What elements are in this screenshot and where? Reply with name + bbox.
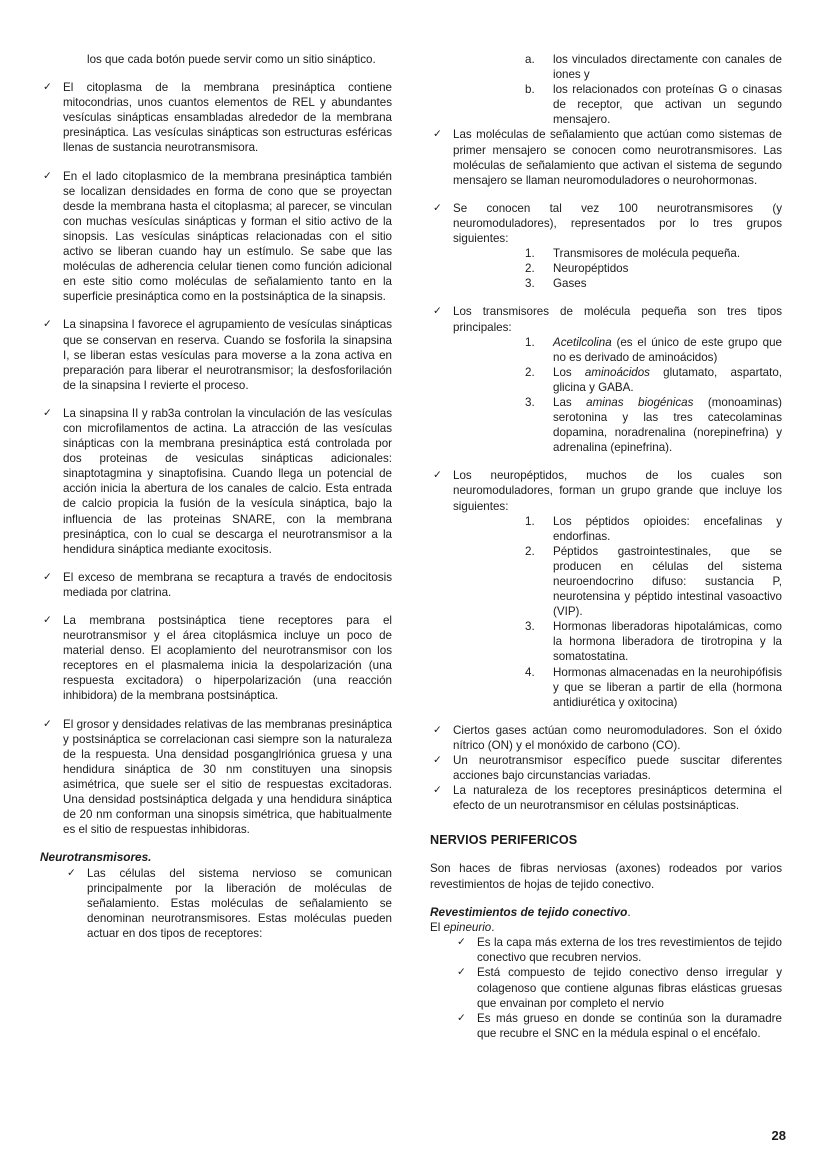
bullet-text: Se conocen tal vez 100 neurotransmisores (y neuromoduladores), representados por lo tres grupos siguientes:: [453, 201, 782, 246]
right-column: [430, 52, 782, 1041]
list-item-text: [553, 395, 782, 455]
list-marker: 2.: [525, 544, 535, 558]
checkmark-icon: ✓: [43, 570, 52, 583]
list-item-rest: (monoaminas) serotonina y las tres catecolaminas dopamina, noradrenalina (norepinefrina) y adrenalina (epinefrina).: [553, 395, 782, 455]
section-heading-nervios-perifericos: NERVIOS PERIFERICOS: [430, 833, 578, 848]
bullet-text: Un neurotransmisor específico puede suscitar diferentes acciones bajo circunstancias variadas.: [453, 754, 782, 783]
checkmark-icon: ✓: [457, 1011, 466, 1024]
list-item-text: Transmisores de molécula pequeña.: [553, 247, 741, 261]
bullet-neuropeptidos: [430, 468, 782, 513]
bullet-text: Está compuesto de tejido conectivo denso irregular y colagenoso que contiene algunas fibras elásticas gruesas que envainan por completo el nervio: [477, 966, 782, 1010]
bullet-epineurio-compuesto: [430, 965, 782, 1010]
list-item-text: Hormonas almacenadas en la neurohipófisis y que se liberan a partir de ella (hormona antidiurética y oxitocina): [553, 665, 782, 709]
bullet-neurotransmisor-especifico: [430, 753, 782, 783]
list-item-rest: glutamato, aspartato, glicina y GABA.: [553, 365, 783, 394]
checkmark-icon: ✓: [433, 201, 442, 214]
bullet-text: La sinapsina I favorece el agrupamiento de vesículas sinápticas que se conservan en reserva. Cuando se fosforila la sinapsina I, se liberan estas vesículas para moverse a la zona activa en preparación para liberar el neurotransmisor; la desfosforilación de la sinapsina I revierte el proceso.: [63, 318, 392, 392]
bullet-epineurio-capa-externa: [430, 935, 782, 965]
bullet-grosor-densidades: [40, 717, 392, 838]
checkmark-icon: ✓: [433, 723, 442, 736]
checkmark-icon: ✓: [43, 614, 52, 626]
checkmark-icon: ✓: [433, 305, 442, 318]
epineurio-lead: El: [430, 921, 444, 935]
italic-term: Acetilcolina: [553, 335, 612, 349]
continued-paragraph: los que cada botón puede servir como un sitio sináptico.: [87, 53, 376, 66]
epineurio-period: .: [491, 921, 495, 935]
list-marker: 3.: [525, 395, 535, 409]
checkmark-icon: ✓: [43, 717, 52, 730]
bullet-text: La naturaleza de los receptores presinápticos determina el efecto de un neurotransmisor en células postsinápticas.: [453, 784, 782, 813]
bullet-text: En el lado citoplasmico de la membrana presináptica también se localizan densidades en forma de cono que se proyectan desde la membrana hasta el citoplasma; al parecer, se vinculan con muchas vesículas sinápticas y forman el sitio activo de la sinopsis. Las vesículas sinápticas relacionadas con el sitio activo se liberan cuando hay un estímulo. Se sabe que las moléculas de adherencia celular tienen como función adicional en este sitio como moléculas de señalamiento tanto en la superficie presináptica como en la postsináptica de la sinapsis.: [63, 169, 392, 304]
list-marker: 1.: [525, 335, 535, 349]
section-intro-paragraph: Son haces de fibras nerviosas (axones) rodeados por varios revestimientos de hojas de tejido conectivo.: [430, 862, 782, 891]
receptor-type-a: [430, 52, 782, 82]
bullet-text: Las células del sistema nervioso se comunican principalmente por la liberación de moléculas de señalamiento. Estas moléculas de señalamiento se denominan neurotransmisores. Estas moléculas pueden actuar en dos tipos de receptores:: [87, 866, 392, 941]
list-item-text: Gases: [553, 277, 587, 291]
checkmark-icon: ✓: [43, 318, 52, 331]
bullet-epineurio-grueso: [430, 1011, 782, 1041]
list-item-text: [553, 335, 782, 365]
checkmark-icon: ✓: [43, 81, 52, 94]
checkmark-icon: ✓: [433, 128, 442, 141]
bullet-text: Las moléculas de señalamiento que actúan como sistemas de primer mensajero se conocen como neurotransmisores. Las moléculas de señalamiento que activan el sistema de segundo mensajero se llaman neuromoduladores o neurohormonas.: [453, 128, 782, 187]
bullet-text: Los neuropéptidos, muchos de los cuales son neuromoduladores, forman un grupo grande que incluye los siguientes:: [453, 469, 782, 513]
bullet-celulas-sistema-nervioso: [40, 866, 392, 941]
bullet-molecula-pequena: [430, 304, 782, 334]
checkmark-icon: ✓: [457, 936, 466, 949]
list-item-prefix: Los: [553, 365, 585, 379]
heading-revestimientos: [430, 905, 782, 921]
checkmark-icon: ✓: [67, 866, 76, 879]
bullet-text: Ciertos gases actúan como neuromoduladores. Son el óxido nítrico (ON) y el monóxido de carbono (CO).: [453, 723, 782, 752]
bullet-citoplasma: [40, 80, 392, 155]
list-marker: 1.: [525, 514, 535, 528]
checkmark-icon: ✓: [433, 784, 442, 797]
bullet-text: El citoplasma de la membrana presináptica contiene mitocondrias, unos cuantos elementos de REL y abundantes vesículas sinápticas ensambladas alrededor de la membrana presináptica. Las vesículas sinápticas son estructuras esféricas llenas de sustancia neurotransmisora.: [63, 81, 392, 155]
bullet-moleculas-senalamiento: [430, 127, 782, 187]
bullet-naturaleza-receptores: [430, 783, 782, 813]
bullet-text: Es la capa más externa de los tres revestimientos de tejido conectivo que recubren nervios.: [477, 936, 782, 965]
list-item-text: Péptidos gastrointestinales, que se producen en células del sistema neuroendocrino difuso: sustancia P, neurotensina y péptido intestinal vasoactivo (VIP).: [553, 544, 782, 619]
bullet-text: El grosor y densidades relativas de las membranas presináptica y postsináptica se correlacionan casi siempre son la naturaleza de la respuesta. Una densidad posganglriónica gruesa y una hendidura sináptica de 30 nm constituyen una sinopsis asimétrica, que suele ser el sitio de respuestas excitadoras. Una densidad postsináptica delgada y una hendidura sináptica de 20 nm conforman una sinopsis simétrica, que habitualmente es el sitio de respuestas inhibidoras.: [63, 717, 392, 837]
tipo-principal-3: [430, 395, 782, 455]
bullet-text: La membrana postsináptica tiene receptores para el neurotransmisor y el área citoplásmica incluye un poco de material denso. El acoplamiento del neurotransmisor con los receptores en el plasmalema inicia la despolarización (una respuesta excitadora) o hiperpolarización (una reacción inhibidora) de la membrana postsináptica.: [63, 614, 392, 703]
checkmark-icon: ✓: [433, 469, 442, 482]
bullet-text: La sinapsina II y rab3a controlan la vinculación de las vesículas con microfilamentos de actina. La atracción de las vesículas sinápticas con la membrana presináptica está controlada por dos proteinas de vesiculas sinápticas adicionales: sinaptotagmina y sinaptofisina. Cuando llega un potencial de acción inicia la abertura de los canales de calcio. Esta entrada de calcio propicia la fusión de la vesícula sináptica, bajo la influencia de las proteinas SNARE, con la membrana presináptica, con lo cual se descarga el neurotransmisor a la hendidura sináptica mediante exocitosis.: [63, 406, 392, 556]
grupo-item-2: [430, 261, 782, 276]
neuropeptido-item-1: [430, 514, 782, 544]
checkmark-icon: ✓: [43, 406, 52, 419]
grupo-item-3: [430, 276, 782, 291]
bullet-text: Los transmisores de molécula pequeña son tres tipos principales:: [453, 305, 782, 334]
receptor-type-b: [430, 82, 782, 127]
bullet-sinapsina-i: [40, 317, 392, 392]
heading-revestimientos-text: Revestimientos de tejido conectivo: [430, 904, 628, 919]
list-marker: b.: [525, 83, 535, 97]
bullet-text: Es más grueso en donde se continúa son la duramadre que recubre el SNC en la médula espinal o el encéfalo.: [477, 1011, 782, 1040]
list-marker: 2.: [525, 365, 535, 379]
list-marker: 1.: [525, 247, 535, 261]
bullet-lado-citoplasmico: [40, 169, 392, 305]
two-column-layout: [40, 52, 788, 1041]
checkmark-icon: ✓: [457, 966, 466, 979]
bullet-exceso-membrana: [40, 570, 392, 600]
bullet-text: El exceso de membrana se recaptura a través de endocitosis mediada por clatrina.: [63, 570, 392, 599]
checkmark-icon: ✓: [43, 169, 52, 182]
left-column: [40, 52, 392, 941]
neuropeptido-item-4: [430, 665, 782, 710]
bullet-ciertos-gases: [430, 723, 782, 753]
list-marker: a.: [525, 53, 535, 66]
list-marker: 4.: [525, 665, 535, 679]
list-item-text: los vinculados directamente con canales de iones y: [553, 53, 782, 82]
neuropeptido-item-3: [430, 619, 782, 664]
italic-term-epineurio: epineurio: [443, 921, 492, 935]
bullet-cien-neurotransmisores: [430, 201, 782, 246]
heading-neurotransmisores: Neurotransmisores.: [40, 850, 152, 865]
bullet-membrana-postsinaptica: [40, 613, 392, 704]
tipo-principal-2: [430, 365, 782, 395]
heading-revestimientos-period: .: [627, 904, 631, 919]
list-item-text: Neuropéptidos: [553, 262, 629, 276]
list-marker: 3.: [525, 620, 535, 634]
italic-term: aminoácidos: [584, 365, 650, 379]
epineurio-line: [430, 920, 782, 935]
list-item-prefix: Las: [553, 395, 587, 409]
list-item-text: [553, 365, 782, 395]
grupo-item-1: [430, 246, 782, 261]
list-marker: 2.: [525, 262, 535, 276]
list-marker: 3.: [525, 277, 535, 291]
tipo-principal-1: [430, 335, 782, 365]
page-number: 28: [771, 1128, 786, 1143]
italic-term: aminas biogénicas: [586, 395, 694, 409]
list-item-rest: (es el único de este grupo que no es derivado de aminoácidos): [553, 335, 782, 364]
checkmark-icon: ✓: [433, 754, 442, 767]
list-item-text: Hormonas liberadoras hipotalámicas, como la hormona liberadora de tirotropina y la somatostatina.: [553, 620, 782, 664]
list-item-text: Los péptidos opioides: encefalinas y endorfinas.: [553, 514, 782, 543]
list-item-text: los relacionados con proteínas G o cinasas de receptor, que activan un segundo mensajero.: [553, 83, 782, 127]
neuropeptido-item-2: [430, 544, 782, 619]
bullet-sinapsina-ii: [40, 406, 392, 557]
